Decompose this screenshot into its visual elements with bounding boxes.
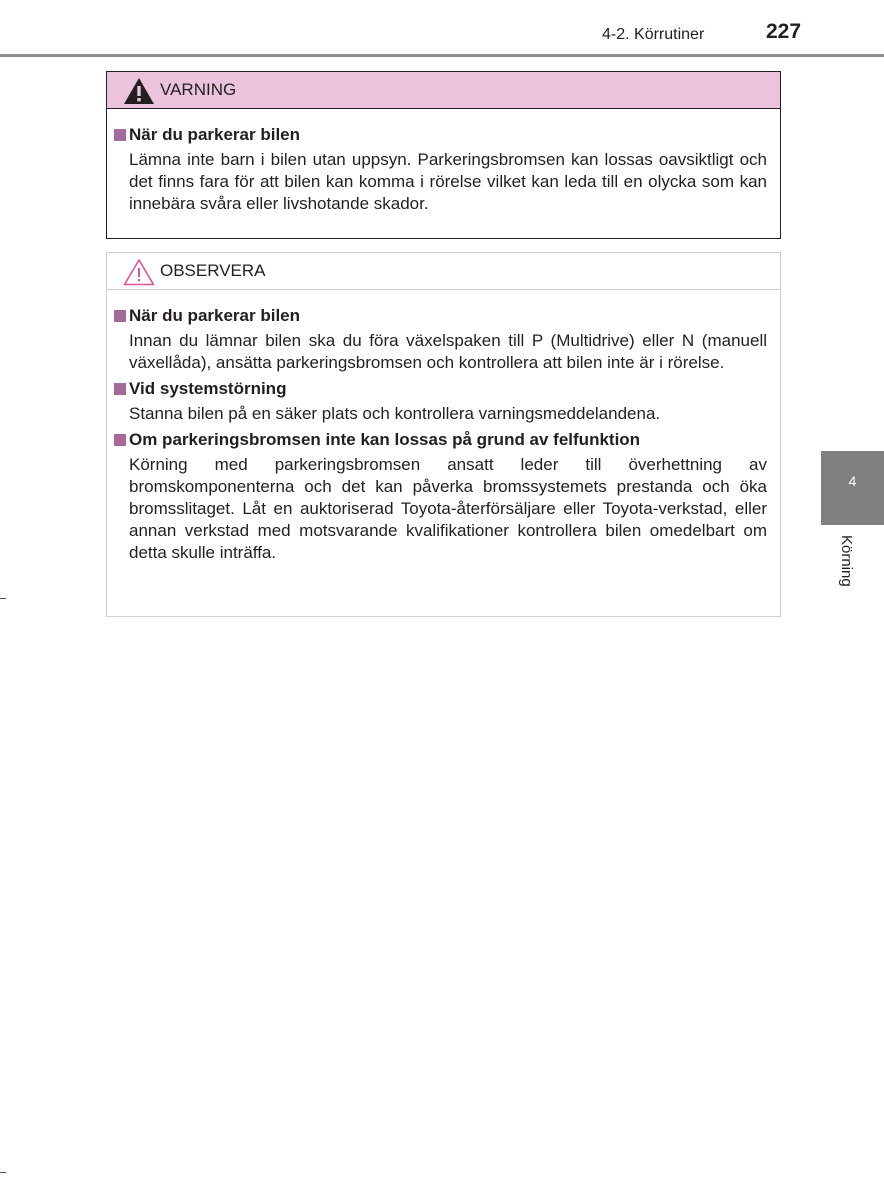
caution-triangle-icon: [123, 258, 155, 286]
square-bullet-icon: [114, 310, 126, 322]
caution-item-title: När du parkerar bilen: [129, 306, 301, 325]
chapter-number: 4: [848, 473, 857, 489]
warning-item-text: Lämna inte barn i bilen utan uppsyn. Parkeringsbromsen kan lossas oavsiktligt och det finns fara för att bilen kan komma i rörelse vilket kan leda till en olycka som kan innebära svåra eller livshotande skador.: [129, 150, 767, 213]
warning-box: [106, 71, 781, 239]
chapter-tab: [821, 451, 884, 525]
caution-item-text: Stanna bilen på en säker plats och kontrollera varningsmeddelandena.: [129, 404, 661, 423]
caution-item-text: Körning med parkeringsbromsen ansatt leder till överhettning av bromskomponenterna och det kan påverka bromssystemets prestanda och öka bromsslitaget. Låt en auktoriserad Toyota-återförsäljare eller Toyota-verkstad, eller annan verkstad med motsvarande kvalifikationer kontrollera bilen omedelbart om detta skulle inträffa.: [129, 455, 767, 562]
caution-item-title: Vid systemstörning: [129, 379, 287, 398]
caution-item-title: Om parkeringsbromsen inte kan lossas på grund av felfunktion: [129, 430, 641, 449]
warning-item: [107, 124, 780, 215]
square-bullet-icon: [114, 383, 126, 395]
square-bullet-icon: [114, 129, 126, 141]
warning-triangle-icon: [123, 77, 155, 105]
header-divider: [0, 54, 884, 57]
square-bullet-icon: [114, 434, 126, 446]
caution-item: [107, 429, 780, 564]
caution-item: [107, 378, 780, 425]
caution-box: [106, 252, 781, 617]
caution-item-text: Innan du lämnar bilen ska du föra växelspaken till P (Multidrive) eller N (manuell växellåda), ansätta parkeringsbromsen och kontrollera att bilen inte är i rörelse.: [129, 331, 767, 372]
caution-label: OBSERVERA: [160, 261, 266, 280]
crop-mark: [0, 1172, 6, 1173]
warning-box-header: [107, 72, 780, 109]
page-number: 227: [766, 20, 802, 43]
warning-box-body: [107, 124, 780, 218]
crop-mark: [0, 598, 6, 599]
caution-box-header: [107, 253, 780, 290]
caution-box-body: [107, 305, 780, 567]
section-title: 4-2. Körrutiner: [602, 26, 705, 43]
warning-label: VARNING: [160, 80, 237, 99]
chapter-label: Körning: [838, 535, 855, 587]
warning-item-title: När du parkerar bilen: [129, 125, 301, 144]
caution-item: [107, 305, 780, 374]
